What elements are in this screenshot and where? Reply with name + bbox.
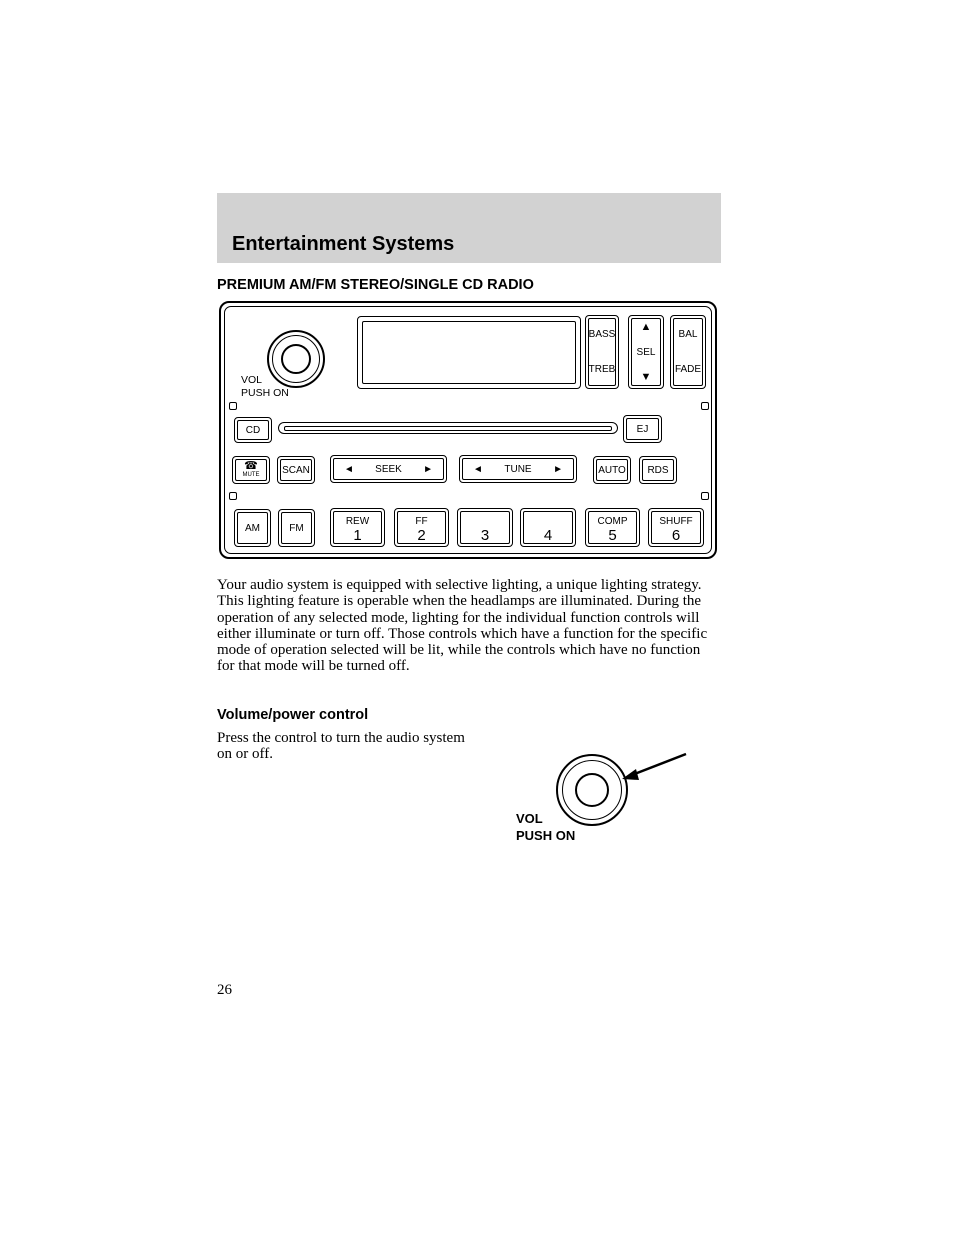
preset-5-number: 5: [608, 527, 617, 544]
vol-label-big-line2: PUSH ON: [516, 828, 576, 843]
eject-button: EJ: [623, 415, 662, 443]
volume-knob-center: [281, 344, 311, 374]
fm-button: FM: [278, 509, 315, 547]
cd-slot: [278, 422, 618, 434]
tune-label: TUNE: [504, 463, 532, 475]
preset-button-1: [330, 508, 385, 547]
vol-label-line2: PUSH ON: [241, 387, 289, 399]
preset-button-2: [394, 508, 449, 547]
preset-button-6: [648, 508, 704, 547]
preset-button-4: [520, 508, 576, 547]
preset-3-number: 3: [480, 527, 490, 544]
tune-button: [459, 455, 577, 483]
fade-label: FADE: [674, 364, 702, 375]
header-band: [217, 193, 721, 263]
scan-button: SCAN: [277, 456, 315, 484]
bass-label: BASS: [588, 329, 616, 340]
preset-6-number: 6: [671, 527, 681, 544]
screw-bottom-left: [229, 492, 237, 500]
preset-1-top-label: REW: [345, 516, 370, 527]
volume-power-subheading: Volume/power control: [217, 707, 369, 723]
preset-button-3: [457, 508, 513, 547]
preset-2-top-label: FF: [415, 516, 428, 527]
seek-label: SEEK: [375, 463, 402, 475]
auto-button: AUTO: [593, 456, 631, 484]
rds-button: RDS: [639, 456, 677, 484]
section-title: PREMIUM AM/FM STEREO/SINGLE CD RADIO: [217, 277, 534, 293]
screw-bottom-right: [701, 492, 709, 500]
preset-1-number: 1: [353, 527, 362, 544]
radio-faceplate: [219, 301, 717, 559]
volume-knob-illustration-center: [575, 773, 609, 807]
preset-6-top-label: SHUFF: [659, 516, 693, 527]
sel-button: [628, 315, 664, 389]
page-title: Entertainment Systems: [232, 233, 455, 255]
vol-label-line1: VOL: [241, 374, 263, 386]
phone-icon: ☎: [244, 460, 258, 472]
screw-top-left: [229, 402, 237, 410]
am-button: AM: [234, 509, 271, 547]
lighting-paragraph: Your audio system is equipped with selective lighting, a unique lighting strategy. This lighting feature is operable when the headlamps are illuminated. During the operation of any selected mode, lighting for the individual function controls will either illuminate or turn off. Those controls which have a function for the specific mode of operation selected will be lit, while the controls which have no function for that mode will be turned off.: [217, 577, 708, 675]
radio-display: [357, 316, 581, 389]
vol-label-big-line1: VOL: [516, 811, 543, 826]
preset-4-number: 4: [543, 527, 553, 544]
page-number: 26: [217, 982, 232, 998]
seek-button: [330, 455, 447, 483]
tune-right-arrow-icon: ►: [553, 463, 563, 475]
mute-button: [232, 456, 270, 484]
vol-label: [241, 374, 289, 400]
seek-right-arrow-icon: ►: [423, 463, 433, 475]
seek-left-arrow-icon: ◄: [344, 463, 354, 475]
pointer-arrow-icon: [618, 748, 718, 798]
cd-button: CD: [234, 417, 272, 443]
preset-2-number: 2: [417, 527, 426, 544]
mute-label: MUTE: [242, 472, 260, 478]
sel-label: SEL: [636, 347, 656, 358]
sel-down-arrow-icon: ▼: [640, 371, 652, 383]
sel-up-arrow-icon: ▲: [640, 321, 652, 333]
volume-power-description: Press the control to turn the audio system on or off.: [217, 730, 465, 763]
vol-push-on-label: [516, 810, 575, 844]
bal-label: BAL: [678, 329, 698, 340]
bal-fade-button: [670, 315, 706, 389]
bass-treb-button: [585, 315, 619, 389]
treb-label: TREB: [588, 364, 616, 375]
tune-left-arrow-icon: ◄: [473, 463, 483, 475]
preset-button-5: [585, 508, 640, 547]
preset-5-top-label: COMP: [597, 516, 628, 527]
screw-top-right: [701, 402, 709, 410]
